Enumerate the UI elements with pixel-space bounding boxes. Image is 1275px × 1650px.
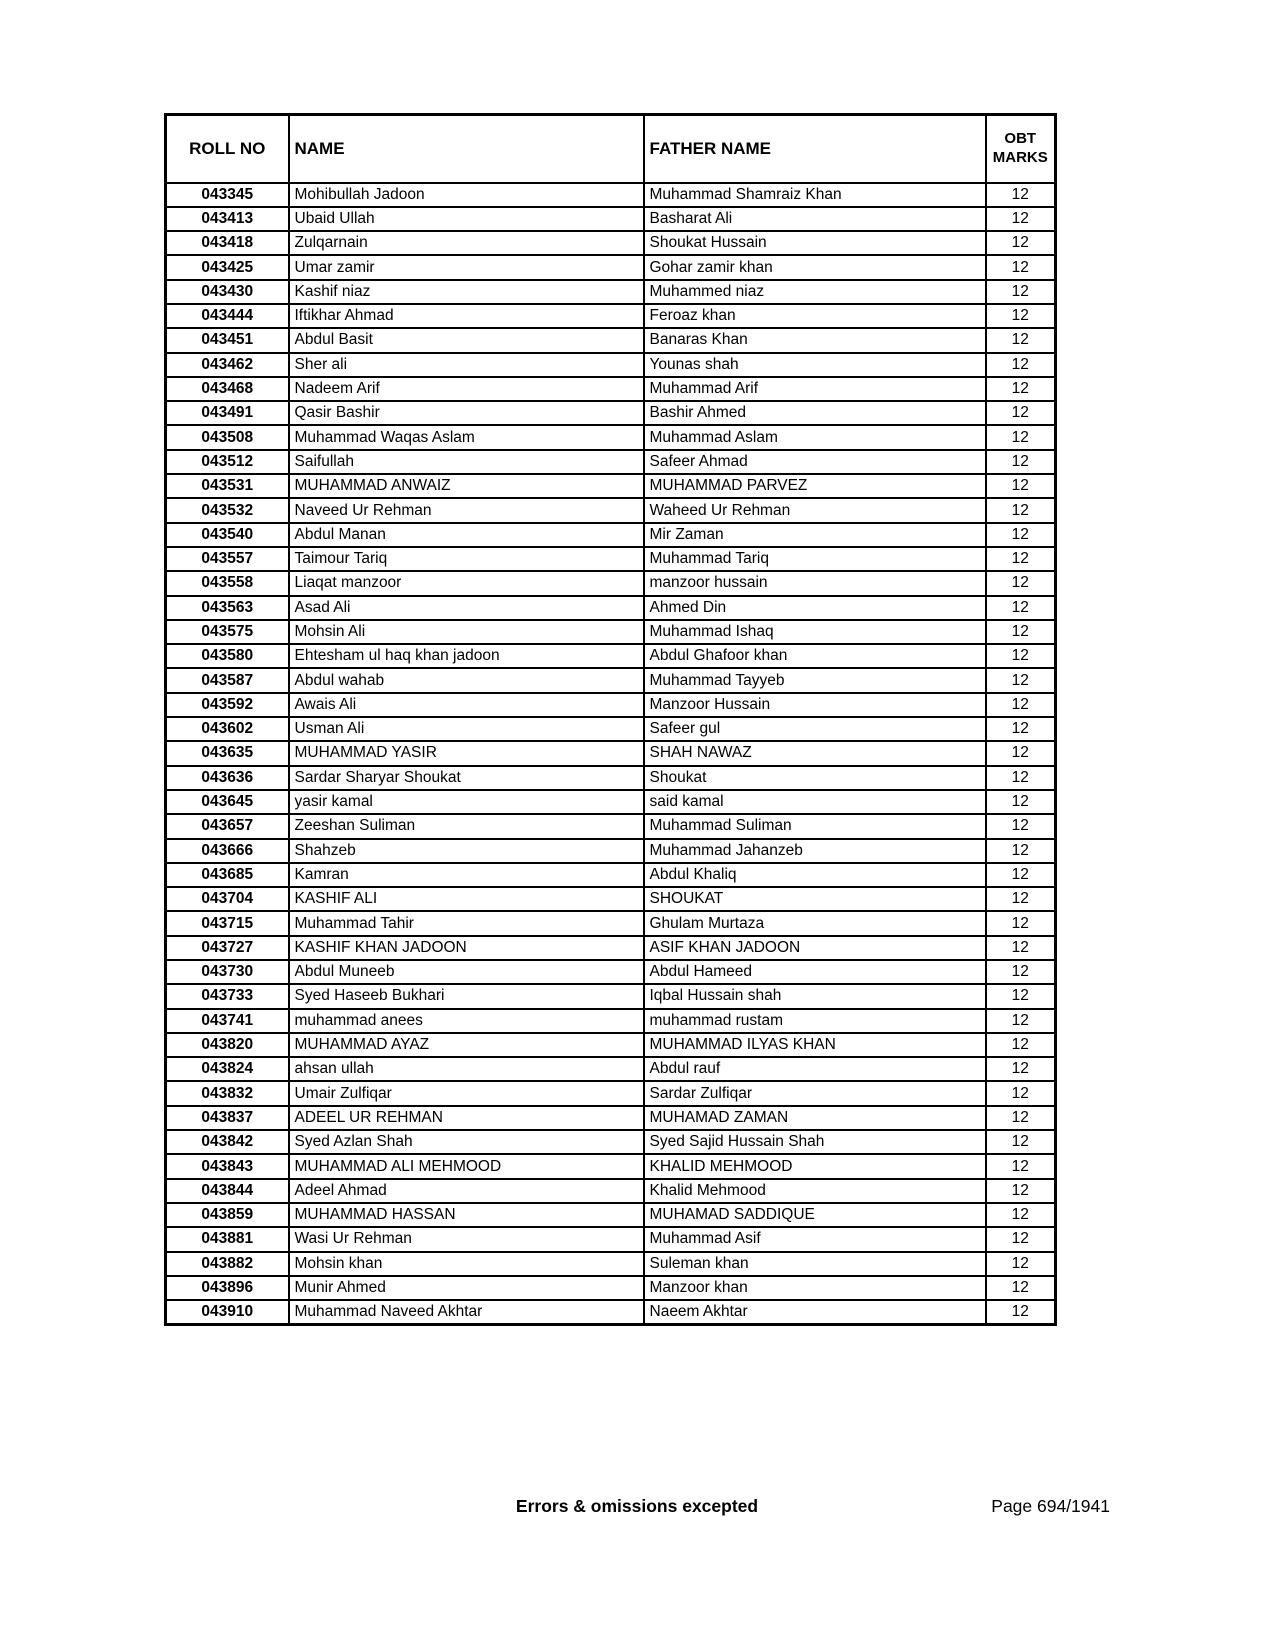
name-cell: Liaqat manzoor — [289, 571, 644, 595]
name-cell: Zulqarnain — [289, 231, 644, 255]
table-row — [166, 1130, 1056, 1154]
roll-no-cell: 043587 — [166, 668, 289, 692]
father-name-cell: Ghulam Murtaza — [644, 911, 986, 935]
father-name-cell: Shoukat Hussain — [644, 231, 986, 255]
table-row — [166, 644, 1056, 668]
obt-marks-cell: 12 — [986, 280, 1056, 304]
obt-marks-cell: 12 — [986, 401, 1056, 425]
table-row — [166, 498, 1056, 522]
father-name-cell: Safeer Ahmad — [644, 450, 986, 474]
table-row — [166, 377, 1056, 401]
roll-no-cell: 043540 — [166, 523, 289, 547]
column-header-name: NAME — [289, 115, 644, 183]
name-cell: MUHAMMAD ALI MEHMOOD — [289, 1154, 644, 1178]
roll-no-cell: 043882 — [166, 1252, 289, 1276]
father-name-cell: Muhammad Arif — [644, 377, 986, 401]
column-header-father-name: FATHER NAME — [644, 115, 986, 183]
table-row — [166, 1154, 1056, 1178]
father-name-cell: muhammad rustam — [644, 1009, 986, 1033]
roll-no-cell: 043842 — [166, 1130, 289, 1154]
roll-no-cell: 043592 — [166, 693, 289, 717]
father-name-cell: MUHAMMAD PARVEZ — [644, 474, 986, 498]
father-name-cell: Abdul Hameed — [644, 960, 986, 984]
name-cell: Saifullah — [289, 450, 644, 474]
table-row — [166, 547, 1056, 571]
roll-no-cell: 043824 — [166, 1057, 289, 1081]
table-row — [166, 863, 1056, 887]
table-row — [166, 596, 1056, 620]
obt-marks-cell: 12 — [986, 984, 1056, 1008]
obt-marks-cell: 12 — [986, 474, 1056, 498]
column-header-roll-no: ROLL NO — [166, 115, 289, 183]
father-name-cell: Suleman khan — [644, 1252, 986, 1276]
table-row — [166, 280, 1056, 304]
father-name-cell: Ahmed Din — [644, 596, 986, 620]
roll-no-cell: 043727 — [166, 936, 289, 960]
name-cell: Abdul Muneeb — [289, 960, 644, 984]
table-row — [166, 668, 1056, 692]
obt-marks-cell: 12 — [986, 571, 1056, 595]
roll-no-cell: 043532 — [166, 498, 289, 522]
results-table — [164, 113, 1057, 1326]
obt-marks-cell: 12 — [986, 596, 1056, 620]
father-name-cell: Gohar zamir khan — [644, 255, 986, 279]
table-row — [166, 1203, 1056, 1227]
table-row — [166, 1057, 1056, 1081]
results-table-body — [166, 183, 1056, 1325]
name-cell: KASHIF ALI — [289, 887, 644, 911]
column-header-obt-marks: OBT MARKS — [986, 115, 1056, 183]
name-cell: Mohsin khan — [289, 1252, 644, 1276]
page-footer — [164, 1496, 1110, 1520]
table-row — [166, 1300, 1056, 1324]
father-name-cell: Khalid Mehmood — [644, 1179, 986, 1203]
father-name-cell: ASIF KHAN JADOON — [644, 936, 986, 960]
name-cell: yasir kamal — [289, 790, 644, 814]
name-cell: Sher ali — [289, 353, 644, 377]
name-cell: Qasir Bashir — [289, 401, 644, 425]
table-row — [166, 1227, 1056, 1251]
name-cell: Adeel Ahmad — [289, 1179, 644, 1203]
father-name-cell: Abdul Khaliq — [644, 863, 986, 887]
name-cell: Mohsin Ali — [289, 620, 644, 644]
obt-marks-cell: 12 — [986, 1179, 1056, 1203]
name-cell: Ubaid Ullah — [289, 207, 644, 231]
father-name-cell: Waheed Ur Rehman — [644, 498, 986, 522]
roll-no-cell: 043345 — [166, 183, 289, 207]
roll-no-cell: 043575 — [166, 620, 289, 644]
obt-marks-cell: 12 — [986, 231, 1056, 255]
roll-no-cell: 043531 — [166, 474, 289, 498]
name-cell: ADEEL UR REHMAN — [289, 1106, 644, 1130]
father-name-cell: Muhammad Suliman — [644, 814, 986, 838]
obt-marks-cell: 12 — [986, 498, 1056, 522]
table-row — [166, 839, 1056, 863]
roll-no-cell: 043557 — [166, 547, 289, 571]
roll-no-cell: 043657 — [166, 814, 289, 838]
obt-marks-cell: 12 — [986, 1300, 1056, 1324]
table-row — [166, 1033, 1056, 1057]
roll-no-cell: 043563 — [166, 596, 289, 620]
father-name-cell: Muhammad Jahanzeb — [644, 839, 986, 863]
father-name-cell: MUHAMAD SADDIQUE — [644, 1203, 986, 1227]
father-name-cell: Muhammad Asif — [644, 1227, 986, 1251]
name-cell: Muhammad Naveed Akhtar — [289, 1300, 644, 1324]
name-cell: Abdul wahab — [289, 668, 644, 692]
obt-marks-cell: 12 — [986, 693, 1056, 717]
name-cell: Umar zamir — [289, 255, 644, 279]
name-cell: Sardar Sharyar Shoukat — [289, 766, 644, 790]
obt-marks-cell: 12 — [986, 644, 1056, 668]
table-row — [166, 814, 1056, 838]
footer-note: Errors & omissions excepted — [515, 1496, 759, 1516]
obt-marks-cell: 12 — [986, 1033, 1056, 1057]
name-cell: Abdul Manan — [289, 523, 644, 547]
table-row — [166, 1106, 1056, 1130]
table-row — [166, 425, 1056, 449]
table-row — [166, 353, 1056, 377]
roll-no-cell: 043580 — [166, 644, 289, 668]
roll-no-cell: 043704 — [166, 887, 289, 911]
roll-no-cell: 043602 — [166, 717, 289, 741]
table-row — [166, 717, 1056, 741]
father-name-cell: Abdul rauf — [644, 1057, 986, 1081]
roll-no-cell: 043881 — [166, 1227, 289, 1251]
name-cell: MUHAMMAD YASIR — [289, 741, 644, 765]
table-row — [166, 741, 1056, 765]
obt-marks-cell: 12 — [986, 377, 1056, 401]
table-row — [166, 255, 1056, 279]
obt-marks-cell: 12 — [986, 1009, 1056, 1033]
father-name-cell: Muhammad Shamraiz Khan — [644, 183, 986, 207]
father-name-cell: Muhammad Ishaq — [644, 620, 986, 644]
table-row — [166, 401, 1056, 425]
roll-no-cell: 043666 — [166, 839, 289, 863]
roll-no-cell: 043843 — [166, 1154, 289, 1178]
obt-marks-cell: 12 — [986, 668, 1056, 692]
roll-no-cell: 043558 — [166, 571, 289, 595]
name-cell: MUHAMMAD HASSAN — [289, 1203, 644, 1227]
roll-no-cell: 043837 — [166, 1106, 289, 1130]
table-row — [166, 766, 1056, 790]
name-cell: KASHIF KHAN JADOON — [289, 936, 644, 960]
table-row — [166, 790, 1056, 814]
obt-marks-cell: 12 — [986, 741, 1056, 765]
table-row — [166, 984, 1056, 1008]
table-row — [166, 1009, 1056, 1033]
roll-no-cell: 043832 — [166, 1081, 289, 1105]
father-name-cell: Iqbal Hussain shah — [644, 984, 986, 1008]
father-name-cell: Muhammed niaz — [644, 280, 986, 304]
name-cell: Usman Ali — [289, 717, 644, 741]
obt-marks-cell: 12 — [986, 304, 1056, 328]
obt-marks-cell: 12 — [986, 353, 1056, 377]
name-cell: MUHAMMAD AYAZ — [289, 1033, 644, 1057]
roll-no-cell: 043844 — [166, 1179, 289, 1203]
father-name-cell: MUHAMAD ZAMAN — [644, 1106, 986, 1130]
table-row — [166, 304, 1056, 328]
name-cell: Umair Zulfiqar — [289, 1081, 644, 1105]
father-name-cell: Shoukat — [644, 766, 986, 790]
table-row — [166, 911, 1056, 935]
father-name-cell: Feroaz khan — [644, 304, 986, 328]
table-row — [166, 620, 1056, 644]
table-row — [166, 936, 1056, 960]
roll-no-cell: 043635 — [166, 741, 289, 765]
name-cell: Ehtesham ul haq khan jadoon — [289, 644, 644, 668]
table-row — [166, 523, 1056, 547]
father-name-cell: said kamal — [644, 790, 986, 814]
roll-no-cell: 043910 — [166, 1300, 289, 1324]
obt-marks-cell: 12 — [986, 1252, 1056, 1276]
father-name-cell: Safeer gul — [644, 717, 986, 741]
name-cell: Iftikhar Ahmad — [289, 304, 644, 328]
roll-no-cell: 043444 — [166, 304, 289, 328]
obt-marks-cell: 12 — [986, 717, 1056, 741]
father-name-cell: manzoor hussain — [644, 571, 986, 595]
obt-marks-cell: 12 — [986, 183, 1056, 207]
father-name-cell: Sardar Zulfiqar — [644, 1081, 986, 1105]
name-cell: Wasi Ur Rehman — [289, 1227, 644, 1251]
name-cell: muhammad anees — [289, 1009, 644, 1033]
obt-marks-cell: 12 — [986, 1227, 1056, 1251]
roll-no-cell: 043430 — [166, 280, 289, 304]
obt-marks-cell: 12 — [986, 1130, 1056, 1154]
obt-marks-cell: 12 — [986, 911, 1056, 935]
obt-marks-cell: 12 — [986, 450, 1056, 474]
father-name-cell: Manzoor Hussain — [644, 693, 986, 717]
header-row — [166, 115, 1056, 183]
table-row — [166, 328, 1056, 352]
roll-no-cell: 043741 — [166, 1009, 289, 1033]
father-name-cell: Basharat Ali — [644, 207, 986, 231]
roll-no-cell: 043820 — [166, 1033, 289, 1057]
obt-marks-cell: 12 — [986, 814, 1056, 838]
obt-marks-cell: 12 — [986, 960, 1056, 984]
table-row — [166, 450, 1056, 474]
table-row — [166, 960, 1056, 984]
name-cell: Kashif niaz — [289, 280, 644, 304]
roll-no-cell: 043733 — [166, 984, 289, 1008]
obt-marks-cell: 12 — [986, 790, 1056, 814]
name-cell: Munir Ahmed — [289, 1276, 644, 1300]
father-name-cell: Muhammad Tayyeb — [644, 668, 986, 692]
table-row — [166, 183, 1056, 207]
name-cell: Kamran — [289, 863, 644, 887]
roll-no-cell: 043685 — [166, 863, 289, 887]
roll-no-cell: 043425 — [166, 255, 289, 279]
roll-no-cell: 043451 — [166, 328, 289, 352]
table-row — [166, 571, 1056, 595]
name-cell: Syed Azlan Shah — [289, 1130, 644, 1154]
table-row — [166, 231, 1056, 255]
father-name-cell: Muhammad Aslam — [644, 425, 986, 449]
name-cell: Abdul Basit — [289, 328, 644, 352]
table-row — [166, 1081, 1056, 1105]
roll-no-cell: 043491 — [166, 401, 289, 425]
name-cell: MUHAMMAD ANWAIZ — [289, 474, 644, 498]
obt-marks-cell: 12 — [986, 1081, 1056, 1105]
father-name-cell: MUHAMMAD ILYAS KHAN — [644, 1033, 986, 1057]
roll-no-cell: 043418 — [166, 231, 289, 255]
name-cell: Taimour Tariq — [289, 547, 644, 571]
obt-marks-cell: 12 — [986, 1106, 1056, 1130]
table-row — [166, 207, 1056, 231]
obt-marks-cell: 12 — [986, 887, 1056, 911]
father-name-cell: Younas shah — [644, 353, 986, 377]
obt-marks-cell: 12 — [986, 839, 1056, 863]
father-name-cell: SHAH NAWAZ — [644, 741, 986, 765]
father-name-cell: KHALID MEHMOOD — [644, 1154, 986, 1178]
roll-no-cell: 043636 — [166, 766, 289, 790]
results-table-header — [166, 115, 1056, 183]
obt-marks-cell: 12 — [986, 1276, 1056, 1300]
roll-no-cell: 043896 — [166, 1276, 289, 1300]
table-row — [166, 1276, 1056, 1300]
father-name-cell: Naeem Akhtar — [644, 1300, 986, 1324]
father-name-cell: SHOUKAT — [644, 887, 986, 911]
roll-no-cell: 043508 — [166, 425, 289, 449]
obt-marks-cell: 12 — [986, 1057, 1056, 1081]
roll-no-cell: 043413 — [166, 207, 289, 231]
name-cell: Naveed Ur Rehman — [289, 498, 644, 522]
roll-no-cell: 043468 — [166, 377, 289, 401]
obt-marks-cell: 12 — [986, 328, 1056, 352]
table-row — [166, 474, 1056, 498]
table-row — [166, 1252, 1056, 1276]
obt-marks-cell: 12 — [986, 1203, 1056, 1227]
name-cell: Mohibullah Jadoon — [289, 183, 644, 207]
footer-page-number: Page 694/1941 — [991, 1496, 1110, 1516]
table-row — [166, 693, 1056, 717]
name-cell: Awais Ali — [289, 693, 644, 717]
father-name-cell: Syed Sajid Hussain Shah — [644, 1130, 986, 1154]
name-cell: Asad Ali — [289, 596, 644, 620]
name-cell: Zeeshan Suliman — [289, 814, 644, 838]
father-name-cell: Manzoor khan — [644, 1276, 986, 1300]
roll-no-cell: 043730 — [166, 960, 289, 984]
obt-marks-cell: 12 — [986, 936, 1056, 960]
name-cell: Syed Haseeb Bukhari — [289, 984, 644, 1008]
name-cell: ahsan ullah — [289, 1057, 644, 1081]
obt-marks-cell: 12 — [986, 620, 1056, 644]
father-name-cell: Banaras Khan — [644, 328, 986, 352]
name-cell: Nadeem Arif — [289, 377, 644, 401]
name-cell: Shahzeb — [289, 839, 644, 863]
obt-marks-cell: 12 — [986, 547, 1056, 571]
name-cell: Muhammad Tahir — [289, 911, 644, 935]
obt-marks-cell: 12 — [986, 766, 1056, 790]
obt-marks-cell: 12 — [986, 1154, 1056, 1178]
obt-marks-cell: 12 — [986, 425, 1056, 449]
father-name-cell: Mir Zaman — [644, 523, 986, 547]
table-row — [166, 887, 1056, 911]
obt-marks-cell: 12 — [986, 207, 1056, 231]
father-name-cell: Bashir Ahmed — [644, 401, 986, 425]
roll-no-cell: 043462 — [166, 353, 289, 377]
table-row — [166, 1179, 1056, 1203]
roll-no-cell: 043859 — [166, 1203, 289, 1227]
obt-marks-cell: 12 — [986, 863, 1056, 887]
father-name-cell: Abdul Ghafoor khan — [644, 644, 986, 668]
obt-marks-cell: 12 — [986, 523, 1056, 547]
father-name-cell: Muhammad Tariq — [644, 547, 986, 571]
roll-no-cell: 043645 — [166, 790, 289, 814]
roll-no-cell: 043512 — [166, 450, 289, 474]
roll-no-cell: 043715 — [166, 911, 289, 935]
obt-marks-cell: 12 — [986, 255, 1056, 279]
name-cell: Muhammad Waqas Aslam — [289, 425, 644, 449]
